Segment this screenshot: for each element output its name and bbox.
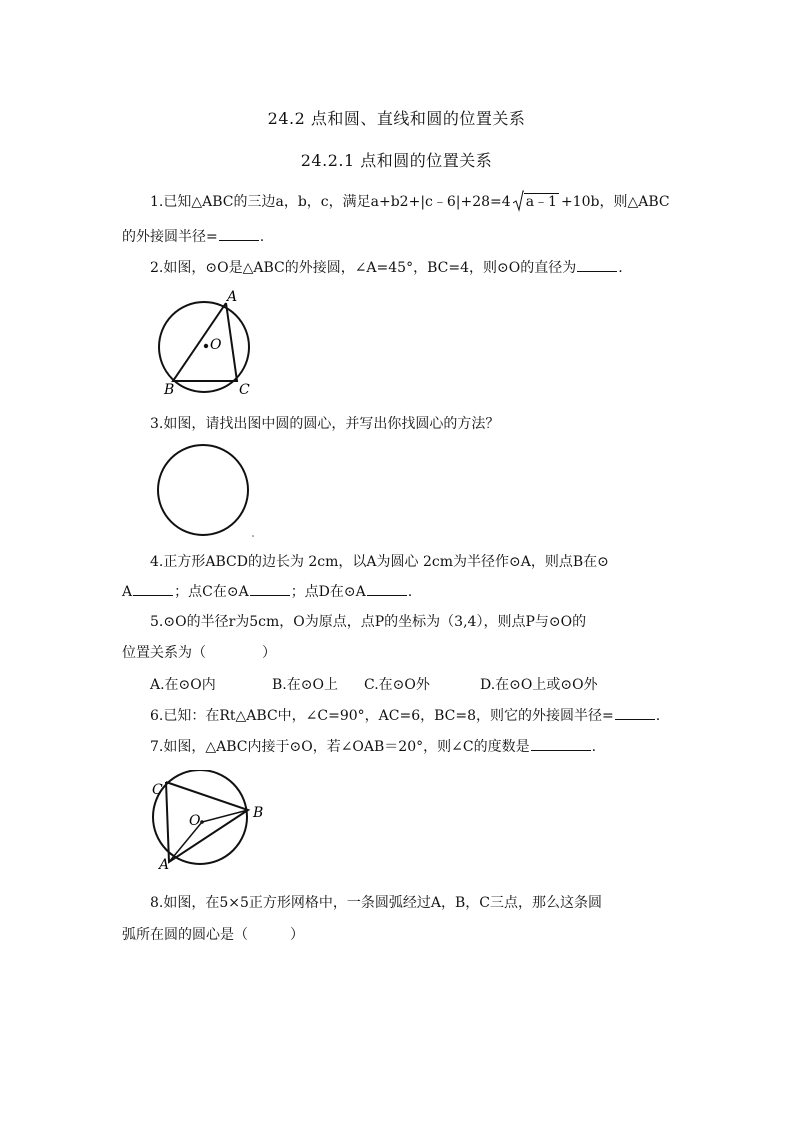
- question-4-part-a: A: [122, 584, 133, 600]
- question-6: [150, 706, 660, 726]
- center-point: [204, 344, 208, 348]
- answer-blank[interactable]: [133, 582, 173, 596]
- question-3: [150, 414, 499, 434]
- question-7: [150, 737, 596, 757]
- question-8-line-2: [122, 925, 304, 945]
- center-point: [200, 820, 204, 824]
- label-a: A: [159, 857, 170, 870]
- question-2-text: 2.如图，⊙O是△ABC的外接圆，∠A=45°，BC=4，则⊙O的直径为: [150, 260, 577, 276]
- question-1-line-2: [122, 227, 264, 247]
- radical-sign-icon: [513, 190, 524, 212]
- question-7-text: 7.如图，△ABC内接于⊙O，若∠OAB＝20°，则∠C的度数是: [150, 739, 530, 755]
- question-5-text: 5.⊙O的半径r为5cm，O为原点，点P的坐标为（3,4），则点P与⊙O的: [150, 614, 587, 630]
- answer-blank[interactable]: [615, 706, 655, 720]
- square-root: [513, 192, 559, 212]
- circle: [158, 445, 248, 535]
- label-o: O: [210, 337, 222, 353]
- question-5-prompt: 位置关系为（ ）: [122, 645, 276, 661]
- question-3-text: 3.如图，请找出图中圆的圆心，并写出你找圆心的方法？: [150, 416, 500, 432]
- section-title: 24.2 点和圆、直线和圆的位置关系: [267, 109, 526, 128]
- option-b[interactable]: B.在⊙O上: [272, 677, 338, 693]
- question-4-text: 4.正方形ABCD的边长为 2cm，以A为圆心 2cm为半径作⊙A，则点B在⊙: [150, 554, 609, 570]
- option-d[interactable]: D.在⊙O上或⊙O外: [480, 677, 598, 693]
- period: .: [618, 260, 623, 276]
- figure-circle-triangle-abc: [150, 285, 260, 400]
- question-1-prompt: 的外接圆半径=: [122, 229, 218, 245]
- question-5-options: [150, 675, 598, 695]
- question-6-text: 6.已知：在Rt△ABC中，∠C=90°，AC=6，BC=8，则它的外接圆半径=: [150, 708, 614, 724]
- figure-plain-circle: [150, 440, 262, 540]
- label-a: A: [227, 289, 238, 305]
- question-4-part-b: ；点C在⊙A: [174, 584, 249, 600]
- answer-blank[interactable]: [250, 582, 290, 596]
- question-1-text-end: +10b，则△ABC: [560, 194, 670, 210]
- answer-blank[interactable]: [531, 737, 591, 751]
- option-a[interactable]: A.在⊙O内: [150, 677, 216, 693]
- question-8-text: 8.如图，在5×5正方形网格中，一条圆弧经过A，B，C三点，那么这条圆: [150, 895, 603, 911]
- radicand: a﹣1: [525, 194, 557, 210]
- triangle-abc: [173, 303, 237, 381]
- period: .: [407, 584, 413, 600]
- label-c: C: [152, 782, 163, 798]
- question-1-line-1: [150, 192, 670, 212]
- answer-blank[interactable]: [577, 258, 617, 272]
- question-4-line-2: [122, 582, 412, 602]
- circumcircle: [159, 302, 249, 392]
- subsection-title: 24.2.1 点和圆的位置关系: [300, 151, 493, 170]
- answer-blank[interactable]: [367, 582, 407, 596]
- question-8-line-1: [150, 893, 602, 913]
- question-4-part-c: ；点D在⊙A: [290, 584, 366, 600]
- period: .: [655, 708, 661, 724]
- question-5-line-1: [150, 612, 586, 632]
- question-1-text: 1.已知△ABC的三边a，b，c，满足a+b2+|c﹣6|+28=4: [150, 194, 511, 210]
- label-b: B: [164, 382, 175, 398]
- question-5-line-2: [122, 643, 276, 663]
- question-2: [150, 258, 623, 278]
- option-c[interactable]: C.在⊙O外: [364, 677, 430, 693]
- figure-inscribed-triangle: [145, 770, 270, 870]
- label-o: O: [189, 813, 201, 829]
- stray-mark: [252, 535, 254, 537]
- period: .: [259, 229, 265, 245]
- period: .: [591, 739, 597, 755]
- question-4-line-1: [150, 552, 609, 572]
- label-b: B: [253, 805, 264, 821]
- question-8-prompt: 弧所在圆的圆心是（ ）: [122, 927, 304, 943]
- label-c: C: [239, 382, 250, 398]
- answer-blank[interactable]: [219, 227, 259, 241]
